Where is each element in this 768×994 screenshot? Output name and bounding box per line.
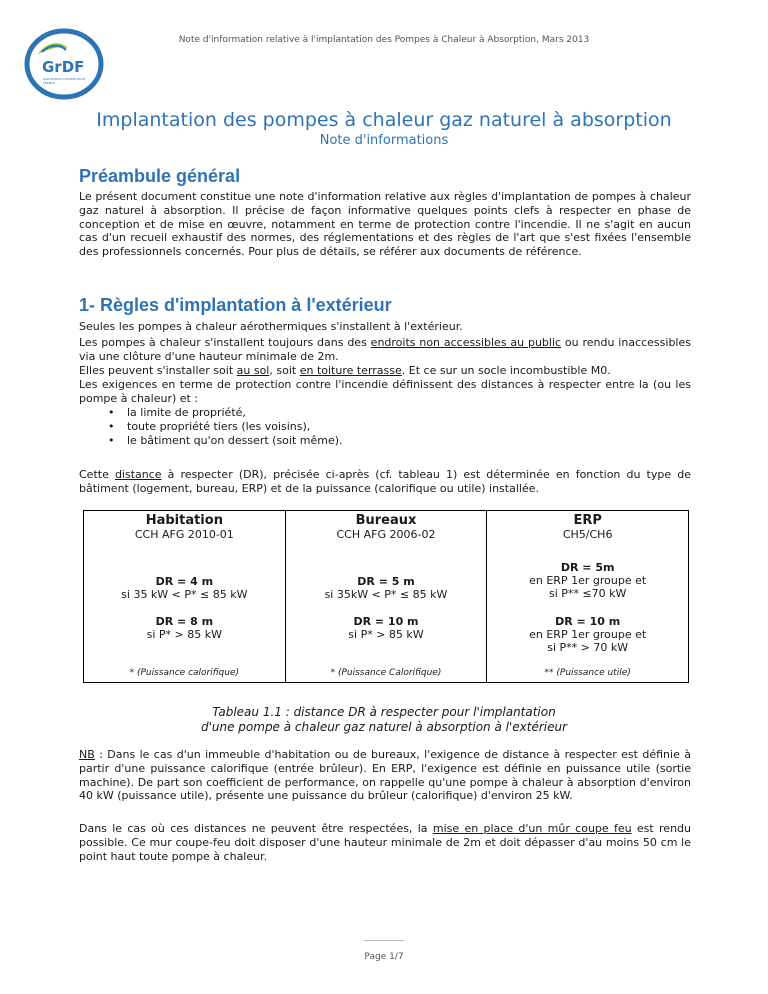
- exterior-p5: Cette distance à respecter (DR), précisée ci-après (cf. tableau 1) est déterminée en fonction du type de bâtiment (logement, bureau, ERP) et de la puissance (calorifique ou utile) installée.: [79, 468, 691, 495]
- table-cell: DR = 10 m en ERP 1er groupe et si P** > 70 kW: [487, 601, 689, 654]
- ref-habitation: CCH AFG 2010-01: [84, 528, 286, 547]
- logo-brand: GrDF: [42, 58, 85, 76]
- section-preamble-heading: Préambule général: [79, 166, 241, 186]
- col-header-bureaux: Bureaux: [285, 511, 487, 529]
- distance-table: [83, 510, 689, 683]
- document-title: Implantation des pompes à chaleur gaz naturel à absorption: [96, 109, 672, 131]
- footnote: * (Puissance calorifique): [84, 654, 286, 683]
- table-caption: Tableau 1.1 : distance DR à respecter pour l'implantation d'une pompe à chaleur gaz naturel à absorption à l'extérieur: [200, 705, 568, 734]
- page-number: Page 1/7: [364, 952, 404, 962]
- col-header-habitation: Habitation: [84, 511, 286, 529]
- logo-tagline: GAZ RÉSEAU DISTRIBUTION FRANCE: [43, 77, 85, 85]
- table-cell: DR = 4 m si 35 kW < P* ≤ 85 kW: [84, 547, 286, 601]
- section-exterior-heading: 1- Règles d'implantation à l'extérieur: [79, 295, 392, 315]
- list-item: • la limite de propriété,: [79, 406, 691, 420]
- nb-label: NB: [79, 748, 95, 761]
- table-cell: DR = 5m en ERP 1er groupe et si P** ≤70 kW: [487, 547, 689, 601]
- grdf-logo: [24, 28, 104, 100]
- header-note: Note d'information relative à l'implantation des Pompes à Chaleur à Absorption, Mars 2013: [178, 35, 590, 45]
- list-item: • toute propriété tiers (les voisins),: [79, 420, 691, 434]
- page-divider: [364, 940, 404, 941]
- exterior-p3: Elles peuvent s'installer soit au sol, soit en toiture terrasse. Et ce sur un socle incombustible M0.: [79, 364, 611, 377]
- footnote: * (Puissance Calorifique): [285, 654, 487, 683]
- ref-bureaux: CCH AFG 2006-02: [285, 528, 487, 547]
- footnote: ** (Puissance utile): [487, 654, 689, 683]
- preamble-paragraph: Le présent document constitue une note d'information relative aux règles d'implantation de pompes à chaleur gaz naturel à absorption. Il précise de façon informative quelques points clefs à respecter en phase de conception et de mise en œuvre, notamment en terme de protection contre l'incendie. Il ne s'agit en aucun cas d'un recueil exhaustif des normes, des réglementations et des règles de l'art que s'est fixées l'ensemble des professionnels concernés. Pour plus de détails, se référer aux documents de référence.: [79, 190, 691, 259]
- exterior-p2: Les pompes à chaleur s'installent toujours dans des endroits non accessibles au public ou rendu inaccessibles via une clôture d'une hauteur minimale de 2m.: [79, 336, 691, 363]
- ref-erp: CH5/CH6: [487, 528, 689, 547]
- distance-targets-list: [79, 406, 691, 447]
- exterior-p4: Les exigences en terme de protection contre l'incendie définissent des distances à respecter entre la (ou les pompe à chaleur) et :: [79, 378, 691, 405]
- exterior-p1: Seules les pompes à chaleur aérothermiques s'installent à l'extérieur.: [79, 320, 463, 333]
- table-cell: DR = 10 m si P* > 85 kW: [285, 601, 487, 654]
- table-cell: DR = 5 m si 35kW < P* ≤ 85 kW: [285, 547, 487, 601]
- table-cell: DR = 8 m si P* > 85 kW: [84, 601, 286, 654]
- col-header-erp: ERP: [487, 511, 689, 529]
- no-public-access-text: endroits non accessibles au public: [370, 336, 562, 349]
- list-item: • le bâtiment qu'on dessert (soit même).: [79, 434, 691, 448]
- document-subtitle: Note d'informations: [319, 133, 449, 148]
- nb-paragraph: NB : Dans le cas d'un immeuble d'habitation ou de bureaux, l'exigence de distance à respecter est définie à partir d'une puissance calorifique (entrée brûleur). En ERP, l'exigence est définie en puissance utile (sortie machine). De part son coefficient de performance, on rappelle qu'une pompe à chaleur à absorption d'environ 40 kW (puissance utile), présente une puissance du brûleur (calorifique) d'environ 25 kW.: [79, 748, 691, 803]
- firewall-paragraph: Dans le cas où ces distances ne peuvent être respectées, la mise en place d'un mûr coupe feu est rendu possible. Ce mur coupe-feu doit disposer d'une hauteur minimale de 2m et doit dépasser d'au moins 50 cm le point haut toute pompe à chaleur.: [79, 822, 691, 863]
